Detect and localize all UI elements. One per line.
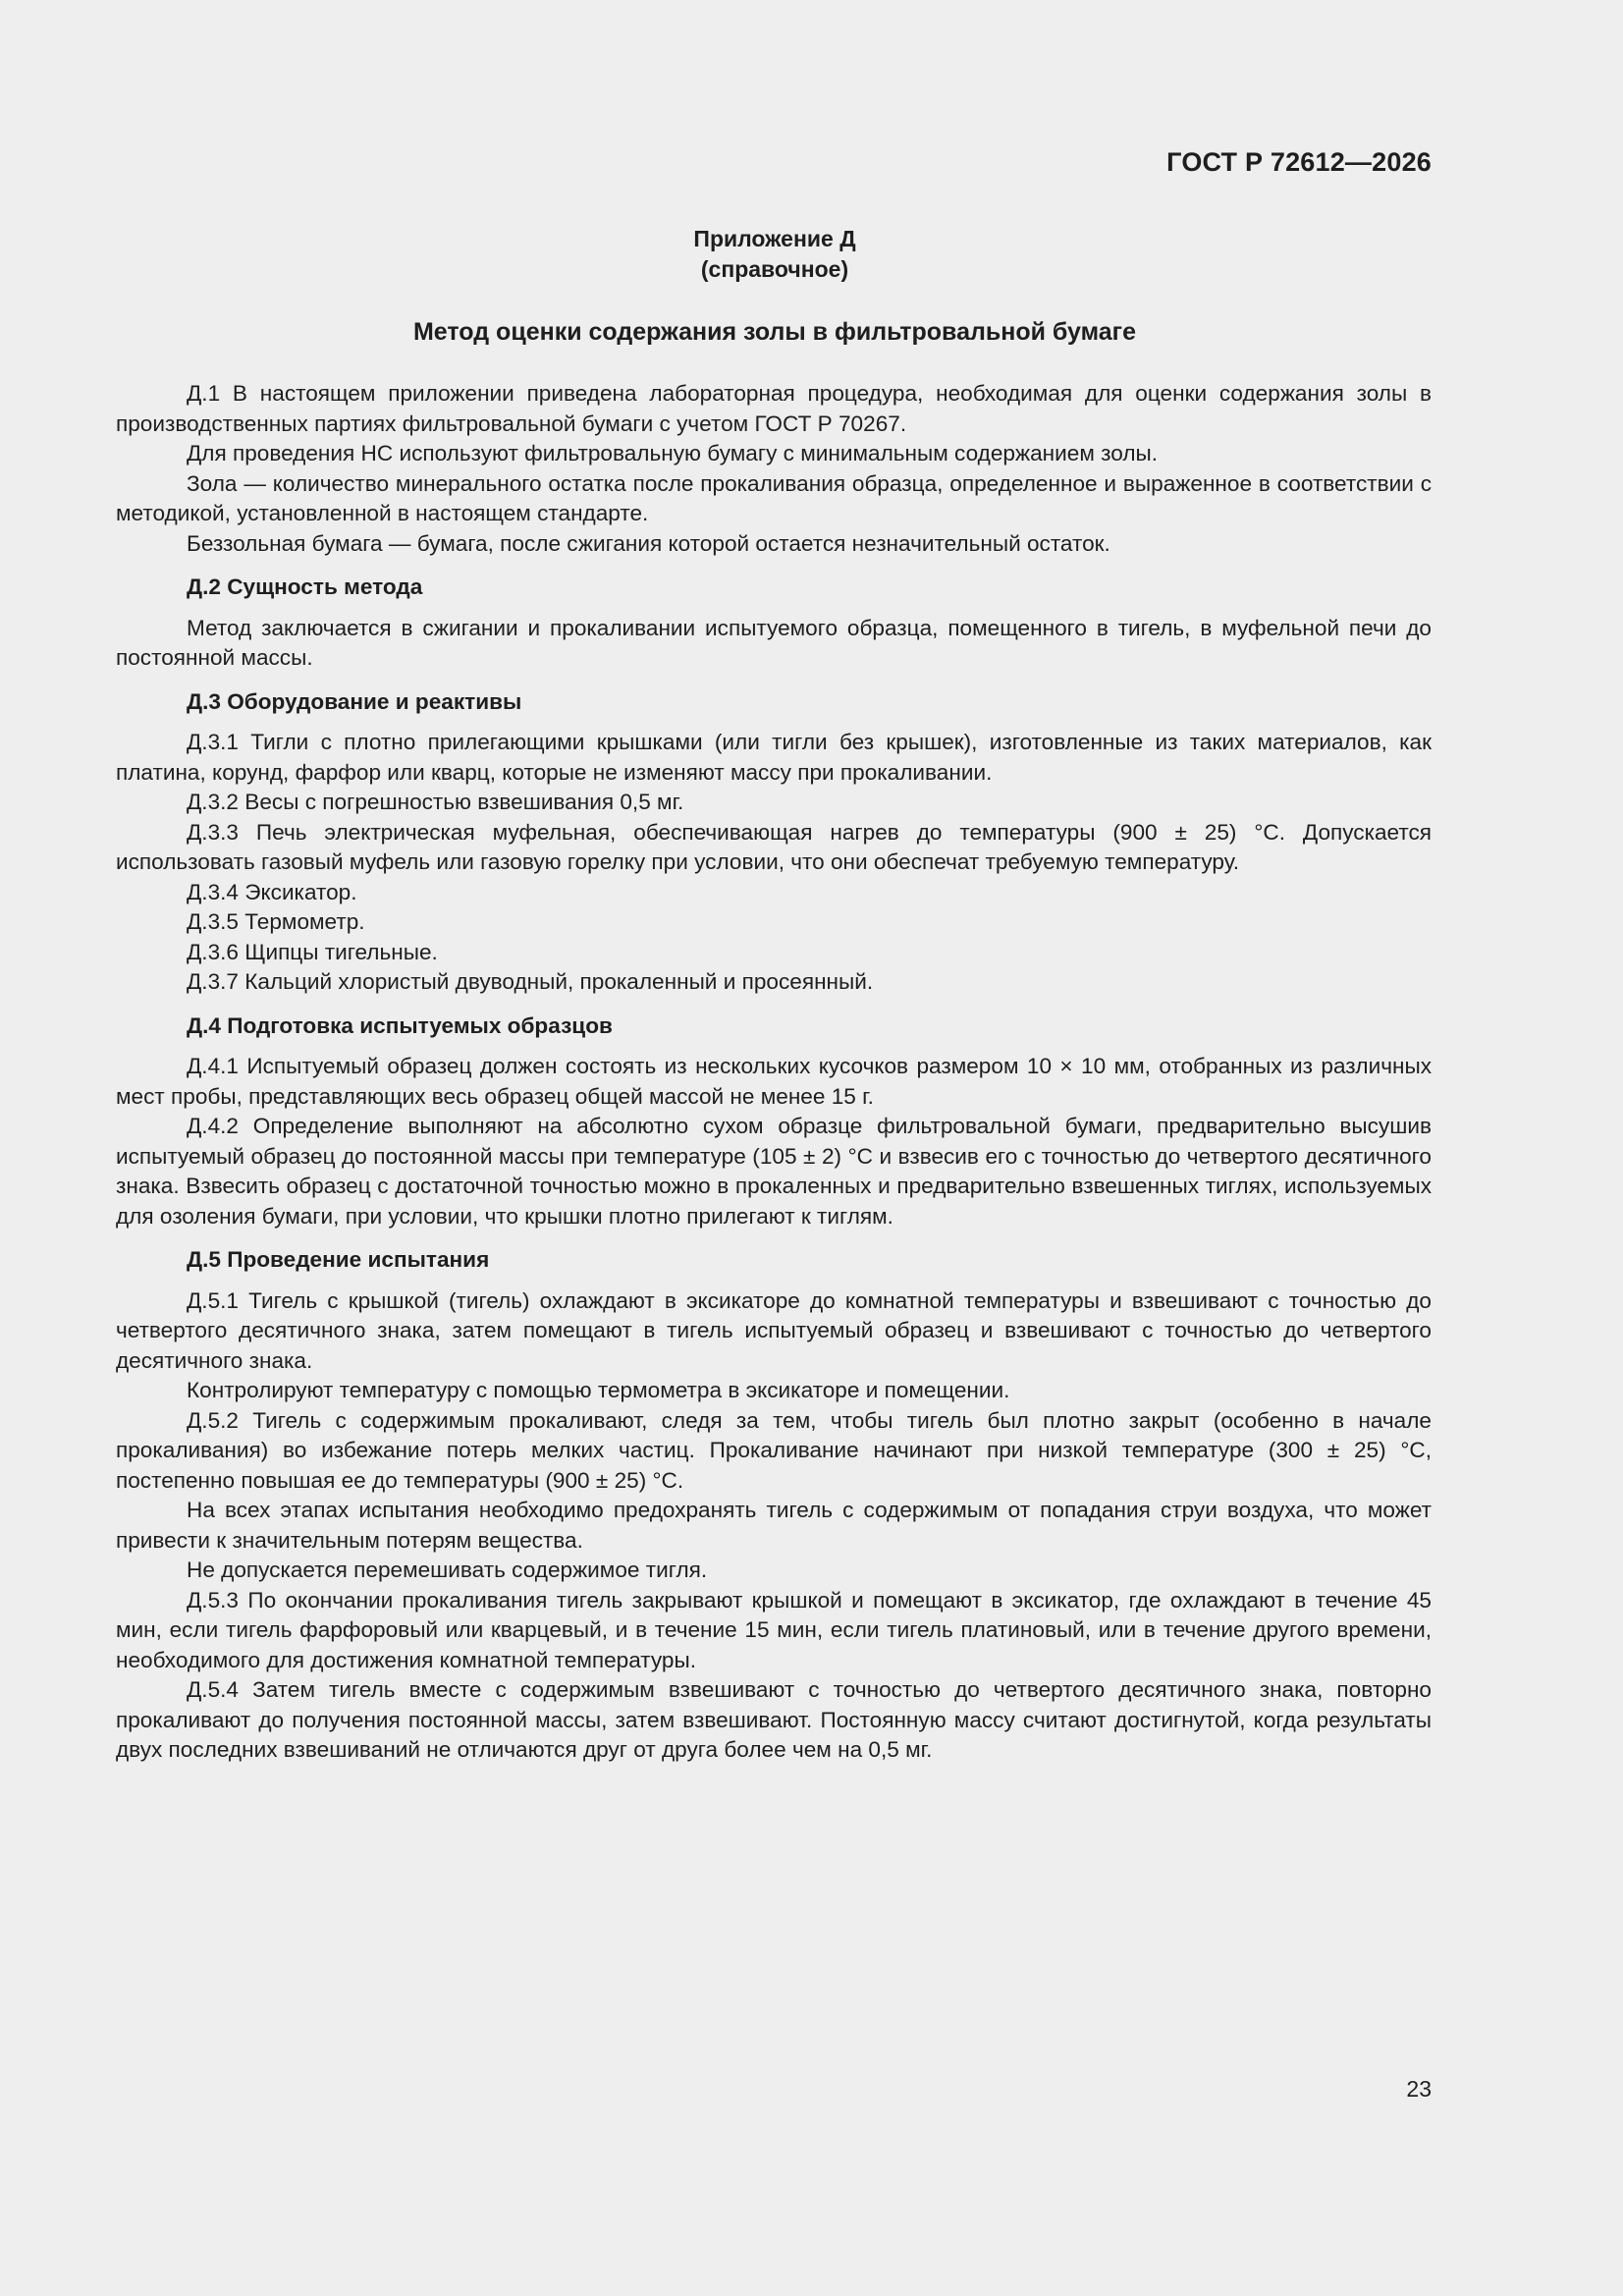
paragraph: Д.3.3 Печь электрическая муфельная, обеспечивающая нагрев до температуры (900 ± 25) °С. Допускается использовать газовый муфель или газовую горелку при условии, что они обеспечат требуемую температуру. — [116, 819, 1432, 874]
section-heading: Д.5 Проведение испытания — [187, 1247, 490, 1272]
paragraph: Д.4.1 Испытуемый образец должен состоять из нескольких кусочков размером 10 × 10 мм, отобранных из различных мест пробы, представляющих весь образец общей массой не менее 15 г. — [116, 1054, 1432, 1109]
paragraph: Метод заключается в сжигании и прокаливании испытуемого образца, помещенного в тигель, в муфельной печи до постоянной массы. — [116, 615, 1432, 670]
paragraph: Д.3.2 Весы с погрешностью взвешивания 0,5 мг. — [187, 790, 684, 814]
document-code: ГОСТ Р 72612—2026 — [1166, 147, 1432, 177]
annex-label — [0, 224, 1549, 285]
section-heading: Д.3 Оборудование и реактивы — [187, 688, 522, 714]
paragraph: Зола — количество минерального остатка после прокаливания образца, определенное и выраженное в соответствии с методикой, установленной в настоящем стандарте. — [116, 470, 1432, 525]
intro-block — [116, 379, 1432, 559]
page-number: 23 — [1406, 2076, 1432, 2102]
paragraph: Д.3.5 Термометр. — [187, 909, 365, 934]
paragraph: Беззольная бумага — бумага, после сжигания которой остается незначительный остаток. — [187, 530, 1110, 556]
paragraph: Д.4.2 Определение выполняют на абсолютно сухом образце фильтровальной бумаги, предварительно высушив испытуемый образец до постоянной массы при температуре (105 ± 2) °С и взвесив его с точностью до четвертого десятичного знака. Взвесить образец с достаточной точностью можно в прокаленных и предварительно взвешенных тиглях, используемых для озоления бумаги, при условии, что крышки плотно прилегают к тиглям. — [116, 1114, 1432, 1229]
paragraph: Д.3.6 Щипцы тигельные. — [187, 939, 438, 964]
paragraph: Д.5.2 Тигель с содержимым прокаливают, следя за тем, чтобы тигель был плотно закрыт (особенно в начале прокаливания) во избежание потерь мелких частиц. Прокаливание начинают при низкой температуре (300 ± 25) °С, постепенно повышая ее до температуры (900 ± 25) °С. — [116, 1407, 1432, 1493]
paragraph: Д.5.3 По окончании прокаливания тигель закрывают крышкой и помещают в эксикатор, где охлаждают в течение 45 мин, если тигель фарфоровый или кварцевый, и в течение 15 мин, если тигель платиновый, или в течение другого времени, необходимого для достижения комнатной температуры. — [116, 1587, 1432, 1672]
paragraph: Д.3.1 Тигли с плотно прилегающими крышками (или тигли без крышек), изготовленные из таких материалов, как платина, корунд, фарфор или кварц, которые не изменяют массу при прокаливании. — [116, 730, 1432, 785]
paragraph: Д.5.4 Затем тигель вместе с содержимым взвешивают с точностью до четвертого десятичного знака, повторно прокаливают до получения постоянной массы, затем взвешивают. Постоянную массу считают достигнутой, когда результаты двух последних взвешиваний не отличаются друг от друга более чем на 0,5 мг. — [116, 1677, 1432, 1762]
paragraph: Д.5.1 Тигель с крышкой (тигель) охлаждают в эксикаторе до комнатной температуры и взвешивают с точностью до четвертого десятичного знака, затем помещают в тигель испытуемый образец и взвешивают с точностью до четвертого десятичного знака. — [116, 1287, 1432, 1373]
paragraph: Для проведения НС используют фильтровальную бумагу с минимальным содержанием золы. — [187, 441, 1159, 465]
paragraph: На всех этапах испытания необходимо предохранять тигель с содержимым от попадания струи воздуха, что может привести к значительным потерям вещества. — [116, 1498, 1432, 1553]
paragraph: Не допускается перемешивать содержимое тигля. — [187, 1558, 708, 1582]
annex-title: Приложение Д — [693, 226, 856, 251]
paragraph: Контролируют температуру с помощью термометра в эксикаторе и помещении. — [187, 1378, 1010, 1402]
paragraph: Д.1 В настоящем приложении приведена лабораторная процедура, необходимая для оценки содержания золы в производственных партиях фильтровальной бумаги с учетом ГОСТ Р 70267. — [116, 381, 1432, 436]
annex-type: (справочное) — [700, 256, 849, 282]
paragraph: Д.3.7 Кальций хлористый двуводный, прокаленный и просеянный. — [187, 969, 874, 994]
section-title: Метод оценки содержания золы в фильтровальной бумаге — [412, 318, 1136, 346]
section-heading: Д.4 Подготовка испытуемых образцов — [187, 1012, 613, 1038]
document-body — [116, 379, 1432, 1766]
section-heading: Д.2 Сущность метода — [187, 574, 423, 599]
paragraph: Д.3.4 Эксикатор. — [187, 879, 357, 904]
